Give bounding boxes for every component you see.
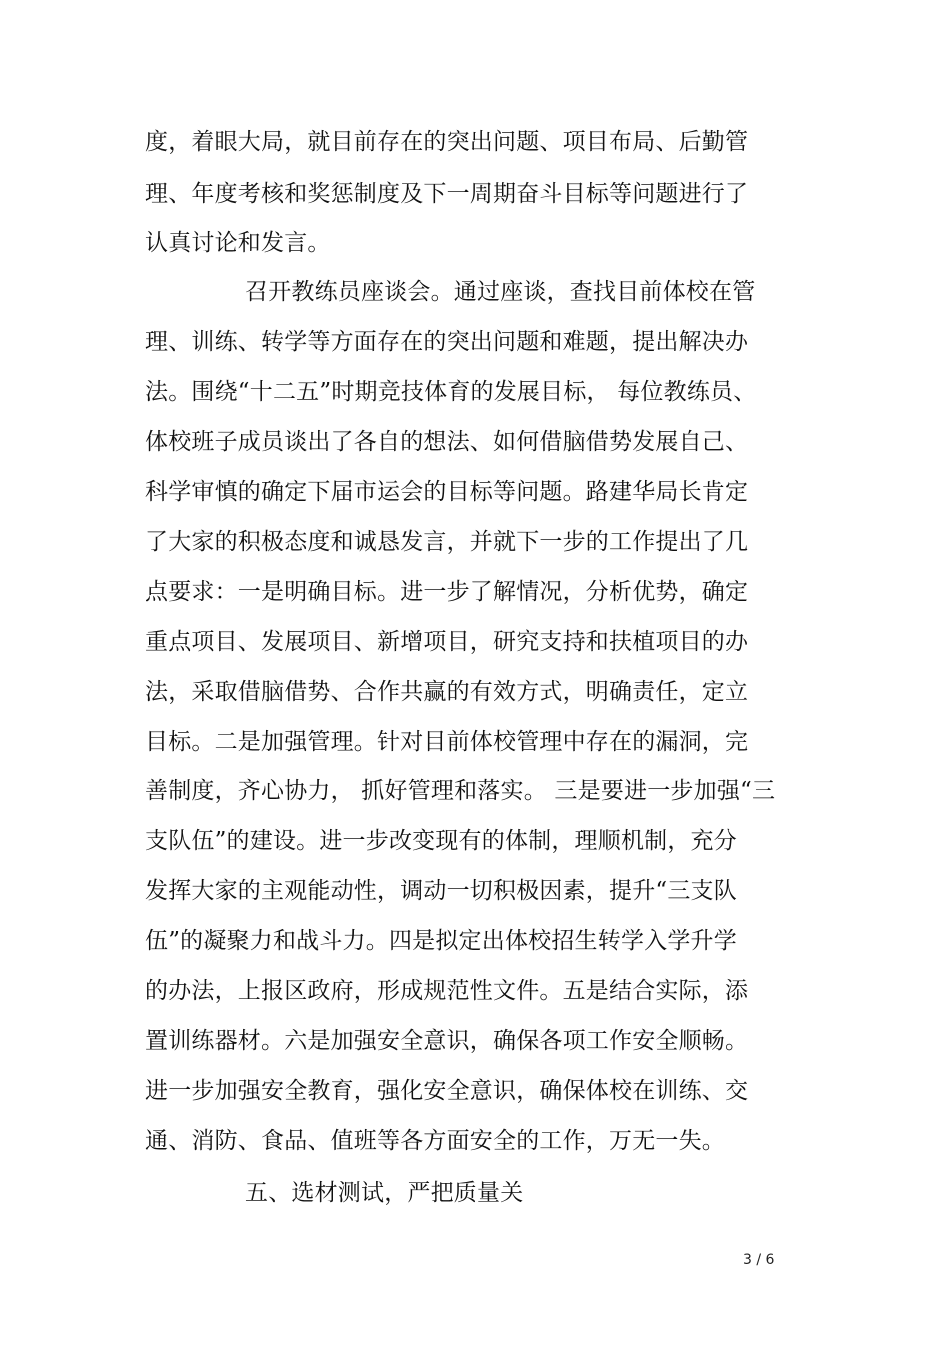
text-line: 度，着眼大局，就目前存在的突出问题、项目布局、后勤管 bbox=[145, 129, 749, 155]
page-number: 3 / 6 bbox=[743, 1252, 775, 1268]
text-line: 重点项目、发展项目、新增项目，研究支持和扶植项目的办 bbox=[145, 629, 749, 655]
text-line: 体校班子成员谈出了各自的想法、如何借脑借势发展自己、 bbox=[145, 429, 749, 455]
text-line: 目标。二是加强管理。针对目前体校管理中存在的漏洞，完 bbox=[145, 729, 749, 755]
text-line: 理、训练、转学等方面存在的突出问题和难题，提出解决办 bbox=[145, 329, 749, 355]
text-line: 进一步加强安全教育，强化安全意识，确保体校在训练、交 bbox=[145, 1078, 749, 1104]
section-heading: 五、选材测试，严把质量关 bbox=[245, 1180, 524, 1206]
text-line: 通、消防、食品、值班等各方面安全的工作，万无一失。 bbox=[145, 1128, 725, 1154]
text-line: 支队伍”的建设。进一步改变现有的体制，理顺机制，充分 bbox=[145, 828, 737, 854]
text-line: 善制度，齐心协力， 抓好管理和落实。 三是要进一步加强“三 bbox=[145, 778, 776, 804]
text-line: 了大家的积极态度和诚恳发言，并就下一步的工作提出了几 bbox=[145, 529, 749, 555]
text-line: 科学审慎的确定下届市运会的目标等问题。路建华局长肯定 bbox=[145, 479, 749, 505]
text-line: 认真讨论和发言。 bbox=[145, 230, 331, 256]
text-line: 理、年度考核和奖惩制度及下一周期奋斗目标等问题进行了 bbox=[145, 181, 749, 207]
text-line: 法。围绕“十二五”时期竞技体育的发展目标， 每位教练员、 bbox=[145, 379, 757, 405]
paragraph-start-line: 召开教练员座谈会。通过座谈，查找目前体校在管 bbox=[245, 279, 756, 305]
text-line: 伍”的凝聚力和战斗力。四是拟定出体校招生转学入学升学 bbox=[145, 928, 737, 954]
text-line: 置训练器材。六是加强安全意识，确保各项工作安全顺畅。 bbox=[145, 1028, 749, 1054]
text-line: 的办法，上报区政府，形成规范性文件。五是结合实际，添 bbox=[145, 978, 749, 1004]
text-line: 点要求：一是明确目标。进一步了解情况，分析优势，确定 bbox=[145, 579, 749, 605]
text-line: 发挥大家的主观能动性，调动一切积极因素，提升“三支队 bbox=[145, 878, 737, 904]
text-line: 法，采取借脑借势、合作共赢的有效方式，明确责任，定立 bbox=[145, 679, 749, 705]
